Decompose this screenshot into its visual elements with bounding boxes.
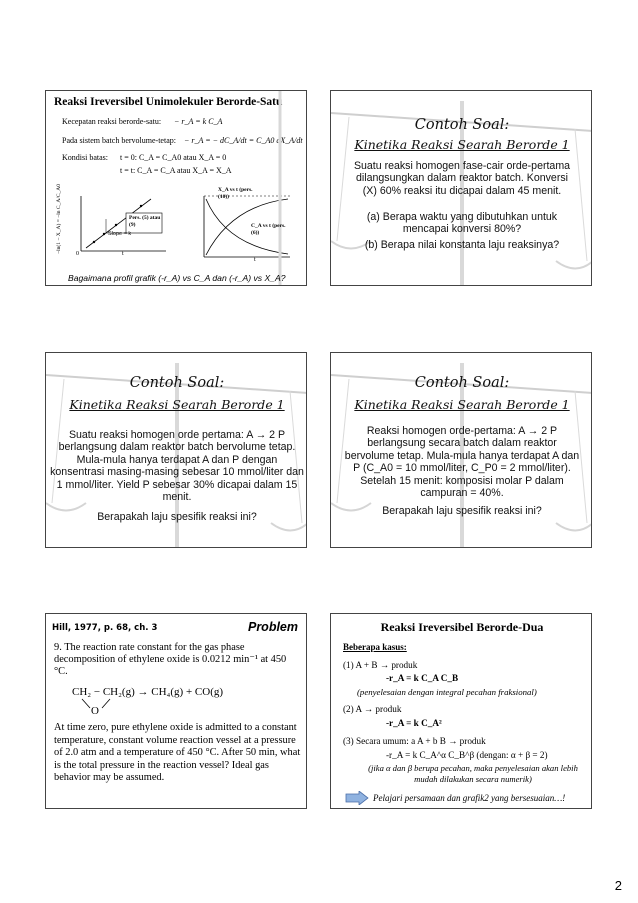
chart-origin: 0 xyxy=(76,251,79,257)
arrow-icon xyxy=(345,791,369,805)
slide-problem-hill xyxy=(45,613,307,809)
study-note: Pelajari persamaan dan grafik2 yang bersesuaian…! xyxy=(373,793,566,803)
problem-label: Problem xyxy=(247,620,298,634)
epoxide-oxygen: O xyxy=(91,705,99,717)
slope-label: Slope = k xyxy=(108,231,132,237)
problem-statement: Suatu reaksi homogen orde pertama: A → 2 P berlangsung dalam reaktor batch bervolume tetap. Mula-mula hanya terdapat A dan P dengan konsentrasi masing-masing sebesar 10 mmol/liter dan 1 mmol/liter. Yield P sebesar 30% dicapai dalam 15 menit. xyxy=(50,429,304,504)
problem-statement: Reaksi homogen orde-pertama: A → 2 P berlangsung secara batch dalam reaktor bervolume tetap. Mula-mula hanya terdapat A dan P (C_A0 = 10 mmol/liter, C_P0 = 2 mmol/liter). Setelah 15 menit: komposisi molar P dalam campuran = 40%. xyxy=(344,425,580,500)
source-reference: Hill, 1977, p. 68, ch. 3 xyxy=(52,623,158,633)
problem-intro: 9. The reaction rate constant for the gas phase decomposition of ethylene oxide is 0.0212 min⁻¹ at 450 °C. xyxy=(54,642,287,678)
case-3-note: (jika α dan β berupa pecahan, maka penyelesaian akan lebih mudah dilakukan secara numerik) xyxy=(368,763,578,784)
case-1-note: (penyelesaian dengan integral pecahan fraksional) xyxy=(357,687,537,697)
case-2-rate: -r_A = k C_A² xyxy=(386,718,442,728)
batch-equation: − r_A = − dC_A/dt = C_A0 dX_A/dt xyxy=(184,136,303,145)
legend-box-label: Pers. (5) atau (9) xyxy=(129,215,161,228)
question-b: (b) Berapa nilai konstanta laju reaksinya? xyxy=(364,239,560,251)
question: Berapakah laju spesifik reaksi ini? xyxy=(97,511,257,523)
question-a: (a) Berapa waktu yang dibutuhkan untuk mencapai konversi 80%? xyxy=(366,211,558,236)
first-order-plots xyxy=(46,91,307,286)
case-3: (3) Secara umum: a A + b B → produk xyxy=(343,736,486,746)
slide-title: Reaksi Ireversibel Unimolekuler Berorde-Satu xyxy=(54,96,283,108)
slide-example-3 xyxy=(45,352,307,548)
case-2: (2) A → produk xyxy=(343,704,402,714)
slide-first-order-irreversible xyxy=(45,90,307,286)
chart-y-axis-label: −ln(1 − X_A) = −ln C_A/C_A0 xyxy=(56,183,63,255)
page-number: 2 xyxy=(614,878,622,893)
problem-question: At time zero, pure ethylene oxide is admitted to a constant temperature, constant volume reaction vessel at a pressure of 2.0 atm and a temperature of 450 °C. After 50 min, what is the total pressure in the reaction vessel? Ideal gas behavior may be assumed. xyxy=(54,722,301,784)
slide-example-4 xyxy=(330,352,592,548)
batch-label: Pada sistem batch bervolume-tetap: xyxy=(62,136,176,145)
curve-xa-label: X_A vs t (pers. (10)) xyxy=(218,187,253,200)
curve-ca-label: C_A vs t (pers. (6)) xyxy=(251,223,286,236)
slide-subtitle: Kinetika Reaksi Searah Berorde 1 xyxy=(354,397,570,412)
slide-subtitle: Kinetika Reaksi Searah Berorde 1 xyxy=(69,397,285,412)
case-1-rate: -r_A = k C_A C_B xyxy=(386,673,459,683)
problem-statement: Suatu reaksi homogen fase-cair orde-pertama dilangsungkan dalam reaktor batch. Konversi (X) 60% reaksi itu dicapai dalam 45 menit. xyxy=(353,160,571,197)
slide-example-2 xyxy=(330,90,592,286)
slide-subtitle: Kinetika Reaksi Searah Berorde 1 xyxy=(354,137,570,152)
slide-title: Contoh Soal: xyxy=(129,375,225,391)
boundary-condition-1: t = 0: C_A = C_A0 atau X_A = 0 xyxy=(120,153,227,162)
boundary-condition-2: t = t: C_A = C_A atau X_A = X_A xyxy=(120,166,232,175)
rate-label: Kecepatan reaksi berorde-satu: xyxy=(62,117,162,126)
cases-heading: Beberapa kasus: xyxy=(343,642,407,652)
slide-title: Contoh Soal: xyxy=(414,117,510,133)
case-3-rate: -r_A = k C_A^α C_B^β (dengan: α + β = 2) xyxy=(386,750,548,760)
slide-second-order-irreversible xyxy=(330,613,592,809)
case-1: (1) A + B → produk xyxy=(343,660,418,670)
rate-equation: − r_A = k C_A xyxy=(174,117,223,126)
slide-title: Reaksi Ireversibel Berorde-Dua xyxy=(380,620,544,634)
question: Berapakah laju spesifik reaksi ini? xyxy=(382,505,542,517)
profile-question: Bagaimana profil grafik (-r_A) vs C_A dan (-r_A) vs X_A? xyxy=(68,273,286,283)
boundary-label: Kondisi batas: xyxy=(62,153,108,162)
slide-title: Contoh Soal: xyxy=(414,375,510,391)
chart-x-axis-label-left: t xyxy=(122,251,124,257)
reaction-equation: CH₂ − CH₂(g) → CH₄(g) + CO(g) xyxy=(72,686,224,698)
chart-x-axis-label-right: t xyxy=(254,257,256,263)
